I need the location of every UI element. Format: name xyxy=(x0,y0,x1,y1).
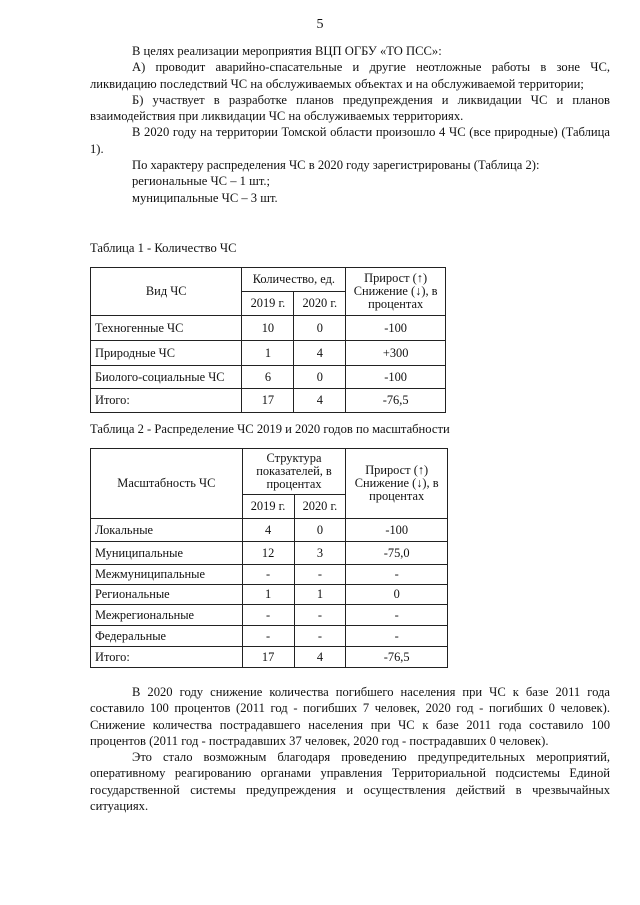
table-row xyxy=(91,605,448,626)
table-cell: -100 xyxy=(346,316,446,341)
table-row xyxy=(91,366,446,389)
table-cell: 0 xyxy=(346,585,448,605)
table-cell: - xyxy=(242,605,294,626)
paragraph: В 2020 году снижение количества погибшего населения при ЧС к базе 2011 года составило 100 процентов (2011 год - погибших 7 человек, 2020 год - погибших 0 человек). Снижение количества пострадавшего населения при ЧС к базе 2011 года составило 100 процентов (2011 год - пострадавших 37 человек, 2020 год - пострадавших 0 человек). xyxy=(90,685,610,748)
table-row xyxy=(91,565,448,585)
table-row xyxy=(91,626,448,647)
table2-header-2019: 2019 г. xyxy=(242,495,294,519)
table-cell: +300 xyxy=(346,341,446,366)
table-row xyxy=(91,542,448,565)
table-cell: - xyxy=(294,605,346,626)
table-cell: 0 xyxy=(294,366,346,389)
table2-header-scale: Масштабность ЧС xyxy=(91,449,243,519)
table-cell: 4 xyxy=(294,341,346,366)
table1 xyxy=(90,267,446,413)
table1-header-count: Количество, ед. xyxy=(242,268,346,292)
table2-header-structure: Структура показателей, в процентах xyxy=(242,449,346,495)
table-cell: -100 xyxy=(346,366,446,389)
table-cell: -100 xyxy=(346,519,448,542)
table-cell: 10 xyxy=(242,316,294,341)
table-cell: Биолого-социальные ЧС xyxy=(91,366,242,389)
table-cell: Межрегиональные xyxy=(91,605,243,626)
table2-header-change: Прирост (↑) Снижение (↓), в процентах xyxy=(346,449,448,519)
table-cell: 17 xyxy=(242,389,294,413)
table1-caption: Таблица 1 - Количество ЧС xyxy=(90,241,237,255)
paragraph: региональные ЧС – 1 шт.; xyxy=(132,174,271,189)
table-cell: 0 xyxy=(294,519,346,542)
table-cell: 17 xyxy=(242,647,294,668)
table1-header-2019: 2019 г. xyxy=(242,292,294,316)
table-cell: 0 xyxy=(294,316,346,341)
paragraph: Б) участвует в разработке планов предупреждения и ликвидации ЧС и планов взаимодействия при ликвидации ЧС на обслуживаемых территориях. xyxy=(90,92,610,124)
table-cell: Итого: xyxy=(91,389,242,413)
table-cell: -76,5 xyxy=(346,389,446,413)
table2-header-2020: 2020 г. xyxy=(294,495,346,519)
table-cell: 12 xyxy=(242,542,294,565)
table-cell: 1 xyxy=(294,585,346,605)
table-cell: Итого: xyxy=(91,647,243,668)
table-cell: 4 xyxy=(294,647,346,668)
table-cell: Региональные xyxy=(91,585,243,605)
table-cell: Межмуниципальные xyxy=(91,565,243,585)
intro-text xyxy=(90,43,610,206)
table-row xyxy=(91,519,448,542)
table-cell: - xyxy=(242,626,294,647)
paragraph: А) проводит аварийно-спасательные и другие неотложные работы в зоне ЧС, ликвидацию последствий ЧС на обслуживаемых объектах и на обслуживаемой территории; xyxy=(90,60,610,91)
table1-header-2020: 2020 г. xyxy=(294,292,346,316)
table-row xyxy=(91,647,448,668)
table-cell: -76,5 xyxy=(346,647,448,668)
table-cell: - xyxy=(346,605,448,626)
table-cell: 4 xyxy=(242,519,294,542)
table-cell: - xyxy=(346,626,448,647)
table-cell: Техногенные ЧС xyxy=(91,316,242,341)
table-row xyxy=(91,585,448,605)
table-cell: -75,0 xyxy=(346,542,448,565)
table-cell: - xyxy=(294,626,346,647)
paragraph: муниципальные ЧС – 3 шт. xyxy=(132,190,278,205)
table-row xyxy=(91,341,446,366)
table-cell: - xyxy=(294,565,346,585)
table-cell: - xyxy=(242,565,294,585)
page-number: 5 xyxy=(316,17,324,32)
table2 xyxy=(90,448,448,668)
paragraph: В 2020 году на территории Томской области произошло 4 ЧС (все природные) (Таблица 1). xyxy=(90,125,610,156)
table-cell: Локальные xyxy=(91,519,243,542)
table-cell: 4 xyxy=(294,389,346,413)
closing-text xyxy=(90,684,610,814)
table-cell: Федеральные xyxy=(91,626,243,647)
table-cell: 6 xyxy=(242,366,294,389)
paragraph: По характеру распределения ЧС в 2020 году зарегистрированы (Таблица 2): xyxy=(132,158,540,173)
paragraph: Это стало возможным благодаря проведению предупредительных мероприятий, оперативному реагированию органами управления Территориальной подсистемы Единой государственной системы предупреждения и осуществления действий в чрезвычайных ситуациях. xyxy=(90,750,610,814)
table-row xyxy=(91,389,446,413)
table1-header-change: Прирост (↑) Снижение (↓), в процентах xyxy=(346,268,446,316)
table-cell: 3 xyxy=(294,542,346,565)
table2-caption: Таблица 2 - Распределение ЧС 2019 и 2020 годов по масштабности xyxy=(90,422,450,436)
table-row xyxy=(91,316,446,341)
table-cell: Природные ЧС xyxy=(91,341,242,366)
table1-header-type: Вид ЧС xyxy=(91,268,242,316)
table-cell: 1 xyxy=(242,341,294,366)
paragraph: В целях реализации мероприятия ВЦП ОГБУ «ТО ПСС»: xyxy=(132,44,442,58)
table-cell: 1 xyxy=(242,585,294,605)
table-cell: - xyxy=(346,565,448,585)
table-cell: Муниципальные xyxy=(91,542,243,565)
